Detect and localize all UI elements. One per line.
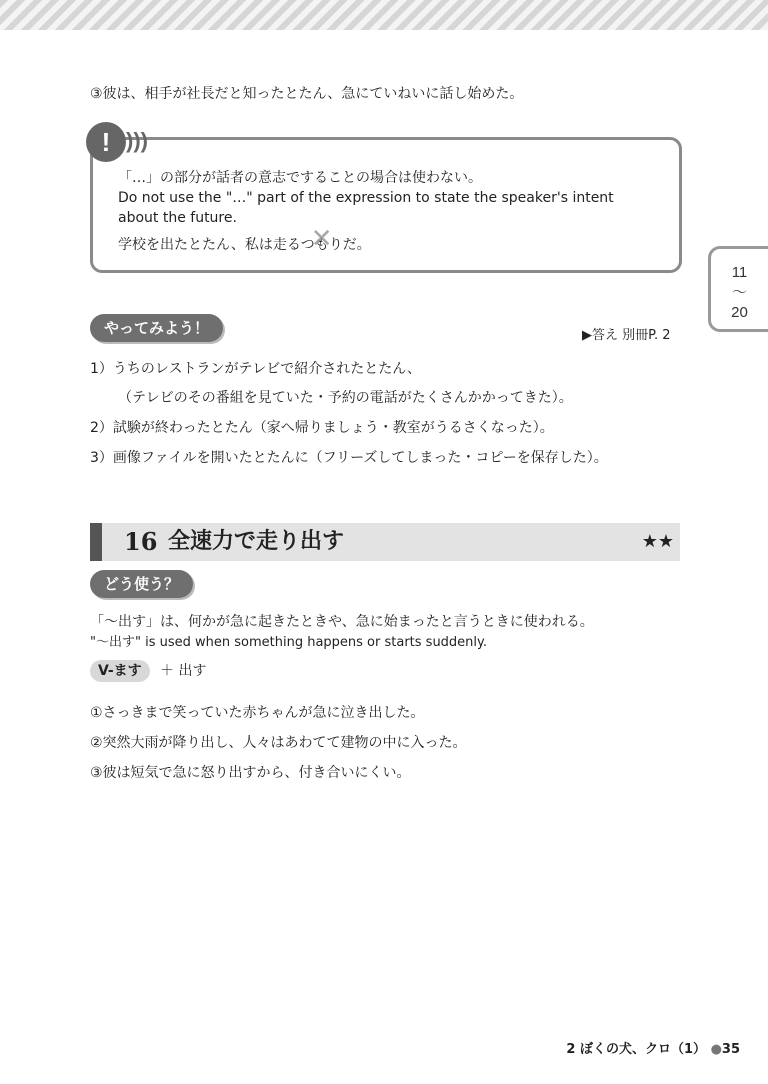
top-stripe-band [0,0,768,30]
tab-start: 11 [731,264,748,281]
section-title: 全速力で走り出す [168,529,345,554]
usage-example: ②突然大雨が降り出し、人々はあわてて建物の中に入った。 [90,735,467,751]
verb-form-rest: ＋ 出す [160,663,207,679]
page-number: 35 [721,1042,740,1057]
practice-item: （テレビのその番組を見ていた・予約の電話がたくさんかかってきた）。 [118,390,573,406]
note-example-before: 学校を出たとたん、私は走るつ [118,237,315,253]
section-header [90,523,680,561]
section-number: 16 [124,527,158,556]
difficulty-stars: ★★ [641,531,674,552]
page-footer [566,1040,740,1060]
bullet-dot-icon: ● [710,1042,722,1057]
example-sentence: ③彼は、相手が社長だと知ったとたん、急にていねいに話し始めた。 [90,86,524,102]
sound-waves-icon: ))) [126,128,148,153]
exclamation-icon: ! [86,122,126,162]
note-example-after: だ。 [342,237,371,253]
verb-form-badge: V-ます [90,660,150,682]
usage-example: ①さっきまで笑っていた赤ちゃんが急に泣き出した。 [90,705,425,721]
chapter-range-tab [708,246,768,332]
usage-heading: どう使う？ [90,570,193,598]
usage-en: "〜出す" is used when something happens or starts suddenly. [90,635,488,650]
crossed-out-text: もり ✕ [315,235,343,255]
practice-item: 3）画像ファイルを開いたとたんに（フリーズしてしまった・コピーを保存した）。 [90,450,608,466]
practice-heading: やってみよう！ [90,314,223,342]
usage-example: ③彼は短気で急に怒り出すから、付き合いにくい。 [90,765,411,781]
chapter-title: 2 ぼくの犬、クロ（1） [566,1042,707,1057]
practice-item: 2）試験が終わったとたん（家へ帰りましょう・教室がうるさくなった）。 [90,420,554,436]
note-example [118,235,371,255]
note-en: Do not use the "…" part of the expression to state the speaker's intent about the future. [118,190,614,226]
answer-reference: ▶答え 別冊P. 2 [582,328,671,343]
tab-end: 20 [731,304,748,321]
tab-tilde: 〜 [731,284,747,301]
practice-item: 1）うちのレストランがテレビで紹介されたとたん、 [90,361,422,377]
note-jp: 「…」の部分が話者の意志ですることの場合は使わない。 [118,170,482,186]
usage-jp: 「〜出す」は、何かが急に起きたときや、急に始まったと言うときに使われる。 [90,614,594,630]
